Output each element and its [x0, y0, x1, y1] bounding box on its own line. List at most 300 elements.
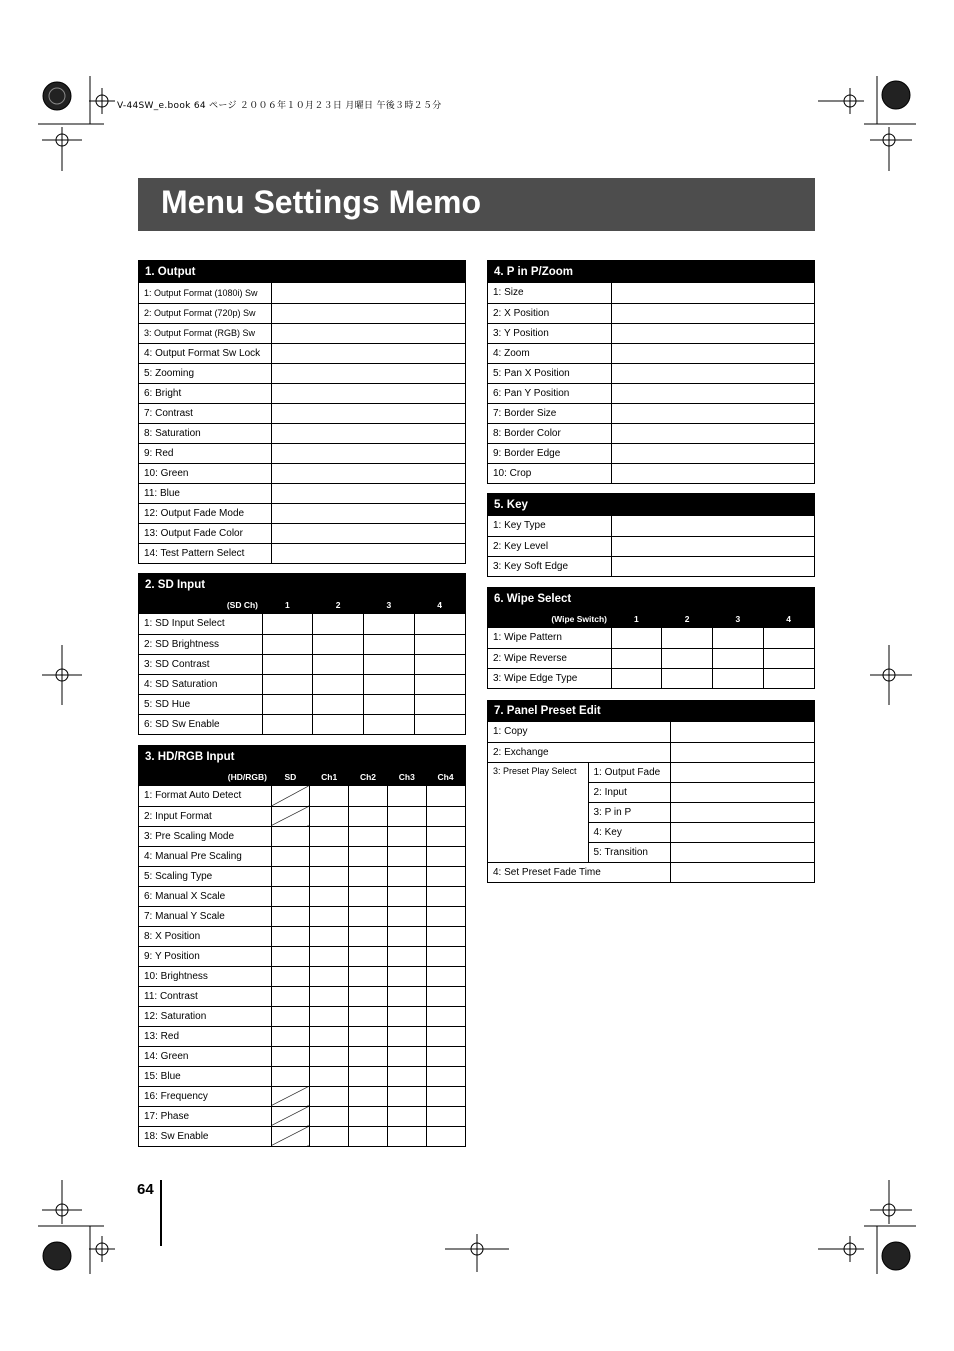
table-row — [488, 668, 814, 688]
value-cell[interactable] — [262, 714, 313, 734]
value-cell[interactable] — [313, 714, 364, 734]
not-applicable-cell — [271, 1126, 310, 1146]
table-row — [139, 886, 465, 906]
value-cell[interactable] — [426, 846, 465, 866]
table-row — [488, 403, 814, 423]
value-cell[interactable] — [611, 668, 662, 688]
row-label: 1: Wipe Pattern — [488, 628, 611, 648]
value-cell[interactable] — [611, 443, 814, 463]
row-label: 7: Border Size — [488, 403, 611, 423]
value-cell[interactable] — [662, 628, 713, 648]
value-cell[interactable] — [611, 536, 814, 556]
value-cell[interactable] — [310, 1046, 349, 1066]
section-title: 5. Key — [488, 494, 814, 516]
value-cell[interactable] — [611, 283, 814, 303]
value-cell[interactable] — [670, 742, 814, 762]
value-cell[interactable] — [670, 782, 814, 802]
row-label: 9: Border Edge — [488, 443, 611, 463]
row-label: 3: Preset Play Select — [488, 762, 588, 862]
row-label: 6: Bright — [139, 383, 271, 403]
row-label: 4: Zoom — [488, 343, 611, 363]
section-title: 7. Panel Preset Edit — [488, 701, 814, 722]
value-cell[interactable] — [310, 966, 349, 986]
value-cell[interactable] — [611, 383, 814, 403]
value-cell[interactable] — [271, 926, 310, 946]
value-cell[interactable] — [262, 694, 313, 714]
column-header: 2 — [684, 613, 690, 624]
value-cell[interactable] — [310, 1066, 349, 1086]
row-label: 10: Green — [139, 463, 271, 483]
value-cell[interactable] — [271, 443, 465, 463]
column-header: SD — [284, 771, 297, 782]
sub-label: 5: Transition — [588, 842, 670, 862]
table-row — [139, 1006, 465, 1026]
value-cell[interactable] — [611, 403, 814, 423]
value-cell[interactable] — [271, 363, 465, 383]
value-cell[interactable] — [349, 806, 388, 826]
table-row — [139, 1046, 465, 1066]
row-label: 12: Saturation — [139, 1006, 271, 1026]
value-cell[interactable] — [387, 986, 426, 1006]
value-cell[interactable] — [349, 1046, 388, 1066]
column-header: 2 — [335, 599, 341, 610]
table-row — [139, 363, 465, 383]
table-row — [139, 694, 465, 714]
value-cell[interactable] — [349, 1086, 388, 1106]
value-cell[interactable] — [611, 323, 814, 343]
table-row — [488, 556, 814, 576]
value-cell[interactable] — [313, 654, 364, 674]
value-cell[interactable] — [349, 1026, 388, 1046]
value-cell[interactable] — [387, 886, 426, 906]
value-cell[interactable] — [387, 1006, 426, 1026]
section-panel-preset-edit — [487, 700, 815, 883]
value-cell[interactable] — [313, 694, 364, 714]
value-cell[interactable] — [670, 802, 814, 822]
value-cell[interactable] — [426, 826, 465, 846]
table-row — [139, 866, 465, 886]
column-header: Ch3 — [398, 771, 415, 782]
hdrgb-input-table — [139, 786, 465, 1146]
value-cell[interactable] — [426, 926, 465, 946]
value-cell[interactable] — [271, 866, 310, 886]
value-cell[interactable] — [310, 866, 349, 886]
table-row — [488, 423, 814, 443]
table-row — [139, 343, 465, 363]
value-cell[interactable] — [271, 303, 465, 323]
value-cell[interactable] — [763, 648, 814, 668]
value-cell[interactable] — [364, 694, 415, 714]
table-row — [139, 1086, 465, 1106]
value-cell[interactable] — [387, 926, 426, 946]
table-row — [488, 516, 814, 536]
page-title: Menu Settings Memo — [161, 184, 482, 220]
column-header: 3 — [386, 599, 392, 610]
value-cell[interactable] — [426, 1126, 465, 1146]
value-cell[interactable] — [313, 674, 364, 694]
value-cell[interactable] — [271, 946, 310, 966]
value-cell[interactable] — [414, 654, 465, 674]
value-cell[interactable] — [387, 846, 426, 866]
value-cell[interactable] — [364, 654, 415, 674]
table-row — [139, 1066, 465, 1086]
table-row — [139, 674, 465, 694]
value-cell[interactable] — [310, 1106, 349, 1126]
value-cell[interactable] — [349, 1106, 388, 1126]
table-row — [139, 383, 465, 403]
table-row — [488, 762, 814, 782]
value-cell[interactable] — [414, 694, 465, 714]
row-label: 11: Contrast — [139, 986, 271, 1006]
value-cell[interactable] — [662, 648, 713, 668]
value-cell[interactable] — [349, 846, 388, 866]
value-cell[interactable] — [387, 826, 426, 846]
sub-label: 1: Output Fade — [588, 762, 670, 782]
value-cell[interactable] — [349, 1066, 388, 1086]
column-header: 3 — [735, 613, 741, 624]
value-cell[interactable] — [310, 1086, 349, 1106]
table-row — [139, 1026, 465, 1046]
value-cell[interactable] — [670, 762, 814, 782]
column-group-label: (Wipe Switch) — [551, 613, 607, 624]
section-title: 2. SD Input — [145, 579, 206, 591]
row-label: 5: SD Hue — [139, 694, 262, 714]
value-cell[interactable] — [262, 634, 313, 654]
value-cell[interactable] — [271, 1026, 310, 1046]
table-row — [139, 946, 465, 966]
value-cell[interactable] — [271, 1006, 310, 1026]
value-cell[interactable] — [349, 946, 388, 966]
value-cell[interactable] — [310, 1126, 349, 1146]
row-label: 1: Copy — [488, 722, 670, 742]
row-label: 17: Phase — [139, 1106, 271, 1126]
row-label: 1: Format Auto Detect — [139, 786, 271, 806]
value-cell[interactable] — [271, 966, 310, 986]
value-cell[interactable] — [271, 503, 465, 523]
value-cell[interactable] — [271, 1046, 310, 1066]
value-cell[interactable] — [271, 343, 465, 363]
value-cell[interactable] — [349, 886, 388, 906]
section-title: 3. HD/RGB Input — [145, 751, 235, 763]
value-cell[interactable] — [426, 1006, 465, 1026]
value-cell[interactable] — [271, 846, 310, 866]
value-cell[interactable] — [349, 906, 388, 926]
section-title: 4. P in P/Zoom — [488, 261, 814, 283]
pinp-table — [488, 283, 814, 483]
column-header-row — [139, 595, 465, 614]
value-cell[interactable] — [349, 1126, 388, 1146]
row-label: 5: Pan X Position — [488, 363, 611, 383]
value-cell[interactable] — [349, 986, 388, 1006]
value-cell[interactable] — [387, 806, 426, 826]
table-row — [139, 714, 465, 734]
value-cell[interactable] — [414, 714, 465, 734]
value-cell[interactable] — [713, 628, 764, 648]
value-cell[interactable] — [310, 886, 349, 906]
row-label: 14: Green — [139, 1046, 271, 1066]
sub-label: 2: Input — [588, 782, 670, 802]
section-key — [487, 493, 815, 577]
section-pinp-zoom — [487, 260, 815, 484]
value-cell[interactable] — [271, 886, 310, 906]
table-row — [488, 323, 814, 343]
value-cell[interactable] — [310, 1026, 349, 1046]
row-label: 14: Test Pattern Select — [139, 543, 271, 563]
value-cell[interactable] — [611, 303, 814, 323]
table-row — [139, 654, 465, 674]
value-cell[interactable] — [713, 648, 764, 668]
not-applicable-cell — [271, 1086, 310, 1106]
row-label: 12: Output Fade Mode — [139, 503, 271, 523]
value-cell[interactable] — [349, 826, 388, 846]
value-cell[interactable] — [414, 614, 465, 634]
value-cell[interactable] — [387, 906, 426, 926]
table-row — [139, 614, 465, 634]
row-label: 9: Red — [139, 443, 271, 463]
value-cell[interactable] — [271, 543, 465, 563]
column-header: 1 — [285, 599, 290, 610]
value-cell[interactable] — [349, 866, 388, 886]
value-cell[interactable] — [310, 826, 349, 846]
value-cell[interactable] — [426, 1026, 465, 1046]
value-cell[interactable] — [310, 946, 349, 966]
table-row — [139, 786, 465, 806]
value-cell[interactable] — [271, 1066, 310, 1086]
value-cell[interactable] — [271, 906, 310, 926]
value-cell[interactable] — [426, 986, 465, 1006]
value-cell[interactable] — [426, 886, 465, 906]
table-row — [139, 926, 465, 946]
value-cell[interactable] — [262, 654, 313, 674]
value-cell[interactable] — [387, 1126, 426, 1146]
value-cell[interactable] — [611, 463, 814, 483]
value-cell[interactable] — [271, 483, 465, 503]
value-cell[interactable] — [271, 383, 465, 403]
value-cell[interactable] — [364, 674, 415, 694]
row-label: 3: Pre Scaling Mode — [139, 826, 271, 846]
row-label: 7: Manual Y Scale — [139, 906, 271, 926]
value-cell[interactable] — [271, 986, 310, 1006]
value-cell[interactable] — [349, 966, 388, 986]
table-row — [139, 503, 465, 523]
value-cell[interactable] — [426, 966, 465, 986]
row-label: 8: X Position — [139, 926, 271, 946]
table-row — [488, 648, 814, 668]
row-label: 15: Blue — [139, 1066, 271, 1086]
value-cell[interactable] — [426, 786, 465, 806]
column-header-row — [488, 609, 814, 628]
table-row — [139, 443, 465, 463]
value-cell[interactable] — [364, 614, 415, 634]
value-cell[interactable] — [313, 634, 364, 654]
value-cell[interactable] — [364, 634, 415, 654]
value-cell[interactable] — [611, 516, 814, 536]
section-sd-input — [138, 573, 466, 735]
section-title: 1. Output — [139, 261, 465, 283]
table-row — [488, 722, 814, 742]
value-cell[interactable] — [262, 614, 313, 634]
row-label: 4: Set Preset Fade Time — [488, 862, 670, 882]
table-row — [139, 303, 465, 323]
page-number: 64 — [137, 1181, 154, 1198]
column-header: Ch4 — [437, 771, 454, 782]
sd-input-table — [139, 614, 465, 734]
value-cell[interactable] — [271, 423, 465, 443]
value-cell[interactable] — [387, 786, 426, 806]
value-cell[interactable] — [313, 614, 364, 634]
row-label: 13: Output Fade Color — [139, 523, 271, 543]
value-cell[interactable] — [713, 668, 764, 688]
column-group-label: (HD/RGB) — [227, 771, 267, 782]
row-label: 11: Blue — [139, 483, 271, 503]
row-label: 1: SD Input Select — [139, 614, 262, 634]
value-cell[interactable] — [387, 866, 426, 886]
value-cell[interactable] — [763, 668, 814, 688]
value-cell[interactable] — [763, 628, 814, 648]
row-label: 6: Pan Y Position — [488, 383, 611, 403]
page-number-rule — [160, 1180, 162, 1246]
output-table — [139, 283, 465, 563]
value-cell[interactable] — [426, 1066, 465, 1086]
row-label: 4: Manual Pre Scaling — [139, 846, 271, 866]
row-label: 2: X Position — [488, 303, 611, 323]
value-cell[interactable] — [670, 862, 814, 882]
row-label: 3: SD Contrast — [139, 654, 262, 674]
row-label: 3: Output Format (RGB) Sw — [139, 323, 271, 343]
wipe-table — [488, 628, 814, 688]
value-cell[interactable] — [271, 403, 465, 423]
table-row — [139, 846, 465, 866]
row-label: 13: Red — [139, 1026, 271, 1046]
value-cell[interactable] — [611, 343, 814, 363]
value-cell[interactable] — [271, 283, 465, 303]
value-cell[interactable] — [387, 1106, 426, 1126]
value-cell[interactable] — [426, 806, 465, 826]
not-applicable-cell — [271, 806, 310, 826]
value-cell[interactable] — [310, 986, 349, 1006]
row-label: 9: Y Position — [139, 946, 271, 966]
row-label: 2: Output Format (720p) Sw — [139, 303, 271, 323]
value-cell[interactable] — [426, 1106, 465, 1126]
table-row — [139, 323, 465, 343]
value-cell[interactable] — [387, 1086, 426, 1106]
value-cell[interactable] — [271, 523, 465, 543]
table-row — [488, 383, 814, 403]
value-cell[interactable] — [271, 323, 465, 343]
value-cell[interactable] — [349, 926, 388, 946]
table-row — [139, 543, 465, 563]
table-row — [139, 634, 465, 654]
row-label: 2: Input Format — [139, 806, 271, 826]
value-cell[interactable] — [271, 463, 465, 483]
section-wipe-select — [487, 587, 815, 689]
value-cell[interactable] — [387, 1026, 426, 1046]
column-header-row — [139, 767, 465, 786]
value-cell[interactable] — [310, 906, 349, 926]
value-cell[interactable] — [670, 842, 814, 862]
value-cell[interactable] — [387, 946, 426, 966]
row-label: 3: Key Soft Edge — [488, 556, 611, 576]
row-label: 8: Saturation — [139, 423, 271, 443]
table-row — [139, 806, 465, 826]
value-cell[interactable] — [262, 674, 313, 694]
table-row — [139, 1106, 465, 1126]
value-cell[interactable] — [271, 826, 310, 846]
row-label: 2: SD Brightness — [139, 634, 262, 654]
row-label: 4: SD Saturation — [139, 674, 262, 694]
value-cell[interactable] — [310, 846, 349, 866]
section-title: 6. Wipe Select — [494, 593, 572, 605]
row-label: 2: Wipe Reverse — [488, 648, 611, 668]
sub-label: 4: Key — [588, 822, 670, 842]
value-cell[interactable] — [310, 806, 349, 826]
row-label: 10: Brightness — [139, 966, 271, 986]
value-cell[interactable] — [426, 946, 465, 966]
value-cell[interactable] — [670, 722, 814, 742]
table-row — [488, 862, 814, 882]
value-cell[interactable] — [414, 634, 465, 654]
value-cell[interactable] — [426, 1046, 465, 1066]
table-row — [139, 483, 465, 503]
table-row — [139, 966, 465, 986]
value-cell[interactable] — [387, 966, 426, 986]
value-cell[interactable] — [310, 926, 349, 946]
value-cell[interactable] — [387, 1046, 426, 1066]
not-applicable-cell — [271, 786, 310, 806]
value-cell[interactable] — [364, 714, 415, 734]
row-label: 18: Sw Enable — [139, 1126, 271, 1146]
table-row — [139, 906, 465, 926]
row-label: 7: Contrast — [139, 403, 271, 423]
value-cell[interactable] — [611, 556, 814, 576]
table-row — [139, 283, 465, 303]
value-cell[interactable] — [670, 822, 814, 842]
column-header: 1 — [634, 613, 639, 624]
title-bar — [138, 178, 815, 231]
key-table — [488, 516, 814, 576]
value-cell[interactable] — [611, 628, 662, 648]
table-row — [139, 826, 465, 846]
section-output — [138, 260, 466, 564]
print-header-line: V-44SW_e.book 64 ページ ２００６年１０月２３日 月曜日 午後３時２５分 — [117, 101, 442, 111]
value-cell[interactable] — [310, 786, 349, 806]
column-header: Ch1 — [321, 771, 338, 782]
table-row — [139, 1126, 465, 1146]
value-cell[interactable] — [611, 363, 814, 383]
row-label: 4: Output Format Sw Lock — [139, 343, 271, 363]
value-cell[interactable] — [611, 423, 814, 443]
value-cell[interactable] — [349, 1006, 388, 1026]
column-group-label: (SD Ch) — [226, 599, 258, 610]
value-cell[interactable] — [310, 1006, 349, 1026]
value-cell[interactable] — [426, 1086, 465, 1106]
not-applicable-cell — [271, 1106, 310, 1126]
row-label: 1: Key Type — [488, 516, 611, 536]
value-cell[interactable] — [662, 668, 713, 688]
value-cell[interactable] — [426, 906, 465, 926]
table-row — [488, 628, 814, 648]
row-label: 1: Output Format (1080i) Sw — [139, 283, 271, 303]
value-cell[interactable] — [387, 1066, 426, 1086]
table-row — [488, 463, 814, 483]
value-cell[interactable] — [611, 648, 662, 668]
row-label: 16: Frequency — [139, 1086, 271, 1106]
row-label: 2: Exchange — [488, 742, 670, 762]
value-cell[interactable] — [414, 674, 465, 694]
row-label: 3: Wipe Edge Type — [488, 668, 611, 688]
value-cell[interactable] — [349, 786, 388, 806]
value-cell[interactable] — [426, 866, 465, 886]
